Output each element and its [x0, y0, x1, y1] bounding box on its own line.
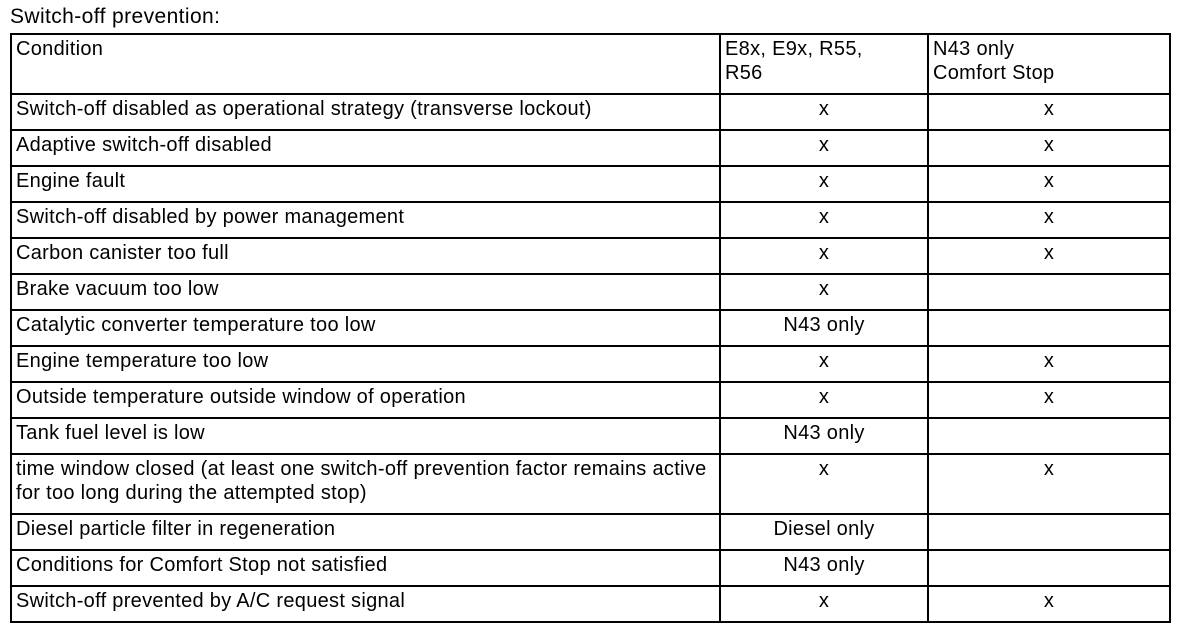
- header-e8x-e9x-r55-r56: [720, 34, 928, 94]
- e8x-e9x-r55-r56-cell: x: [720, 346, 928, 382]
- n43-comfort-stop-cell: [928, 310, 1170, 346]
- condition-cell: Tank fuel level is low: [11, 418, 720, 454]
- n43-comfort-stop-cell: x: [928, 130, 1170, 166]
- condition-cell: Engine temperature too low: [11, 346, 720, 382]
- n43-comfort-stop-cell: x: [928, 166, 1170, 202]
- condition-cell: Catalytic converter temperature too low: [11, 310, 720, 346]
- e8x-e9x-r55-r56-cell: x: [720, 130, 928, 166]
- table-row: [11, 514, 1170, 550]
- n43-comfort-stop-cell: x: [928, 202, 1170, 238]
- table-row: [11, 310, 1170, 346]
- n43-comfort-stop-cell: x: [928, 346, 1170, 382]
- table-header-row: [11, 34, 1170, 94]
- table-row: [11, 202, 1170, 238]
- header-condition: [11, 34, 720, 94]
- n43-comfort-stop-cell: x: [928, 382, 1170, 418]
- table-row: [11, 418, 1170, 454]
- table-row: [11, 94, 1170, 130]
- e8x-e9x-r55-r56-cell: x: [720, 454, 928, 514]
- table-row: [11, 586, 1170, 622]
- header-e8x-line-2: R56: [725, 62, 763, 84]
- n43-comfort-stop-cell: [928, 418, 1170, 454]
- condition-cell: Diesel particle filter in regeneration: [11, 514, 720, 550]
- table-row: [11, 382, 1170, 418]
- condition-cell: Switch-off prevented by A/C request signal: [11, 586, 720, 622]
- condition-cell: Switch-off disabled as operational strategy (transverse lockout): [11, 94, 720, 130]
- table-row: [11, 166, 1170, 202]
- condition-cell: Carbon canister too full: [11, 238, 720, 274]
- header-n43-line-1: N43 only: [933, 38, 1015, 60]
- table-row: [11, 238, 1170, 274]
- e8x-e9x-r55-r56-cell: N43 only: [720, 310, 928, 346]
- table-row: [11, 346, 1170, 382]
- e8x-e9x-r55-r56-cell: x: [720, 238, 928, 274]
- n43-comfort-stop-cell: [928, 274, 1170, 310]
- n43-comfort-stop-cell: x: [928, 238, 1170, 274]
- e8x-e9x-r55-r56-cell: x: [720, 94, 928, 130]
- e8x-e9x-r55-r56-cell: Diesel only: [720, 514, 928, 550]
- n43-comfort-stop-cell: [928, 550, 1170, 586]
- header-n43-line-2: Comfort Stop: [933, 62, 1055, 84]
- e8x-e9x-r55-r56-cell: N43 only: [720, 550, 928, 586]
- condition-cell: Adaptive switch-off disabled: [11, 130, 720, 166]
- e8x-e9x-r55-r56-cell: x: [720, 274, 928, 310]
- n43-comfort-stop-cell: x: [928, 454, 1170, 514]
- table-row: [11, 130, 1170, 166]
- e8x-e9x-r55-r56-cell: x: [720, 382, 928, 418]
- condition-cell: Engine fault: [11, 166, 720, 202]
- header-e8x-line-1: E8x, E9x, R55,: [725, 38, 863, 60]
- n43-comfort-stop-cell: x: [928, 94, 1170, 130]
- condition-cell: Conditions for Comfort Stop not satisfied: [11, 550, 720, 586]
- condition-cell: time window closed (at least one switch-off prevention factor remains active for too long during the attempted stop): [11, 454, 720, 514]
- e8x-e9x-r55-r56-cell: x: [720, 202, 928, 238]
- condition-cell: Switch-off disabled by power management: [11, 202, 720, 238]
- page-title: Switch-off prevention:: [10, 5, 221, 28]
- n43-comfort-stop-cell: x: [928, 586, 1170, 622]
- n43-comfort-stop-cell: [928, 514, 1170, 550]
- e8x-e9x-r55-r56-cell: N43 only: [720, 418, 928, 454]
- table-row: [11, 274, 1170, 310]
- condition-cell: Brake vacuum too low: [11, 274, 720, 310]
- header-n43-comfort-stop: [928, 34, 1170, 94]
- e8x-e9x-r55-r56-cell: x: [720, 586, 928, 622]
- header-condition-label: Condition: [16, 38, 104, 60]
- table-row: [11, 550, 1170, 586]
- table-body: [11, 34, 1170, 622]
- table-row: [11, 454, 1170, 514]
- switch-off-prevention-table: [10, 33, 1171, 623]
- condition-cell: Outside temperature outside window of operation: [11, 382, 720, 418]
- e8x-e9x-r55-r56-cell: x: [720, 166, 928, 202]
